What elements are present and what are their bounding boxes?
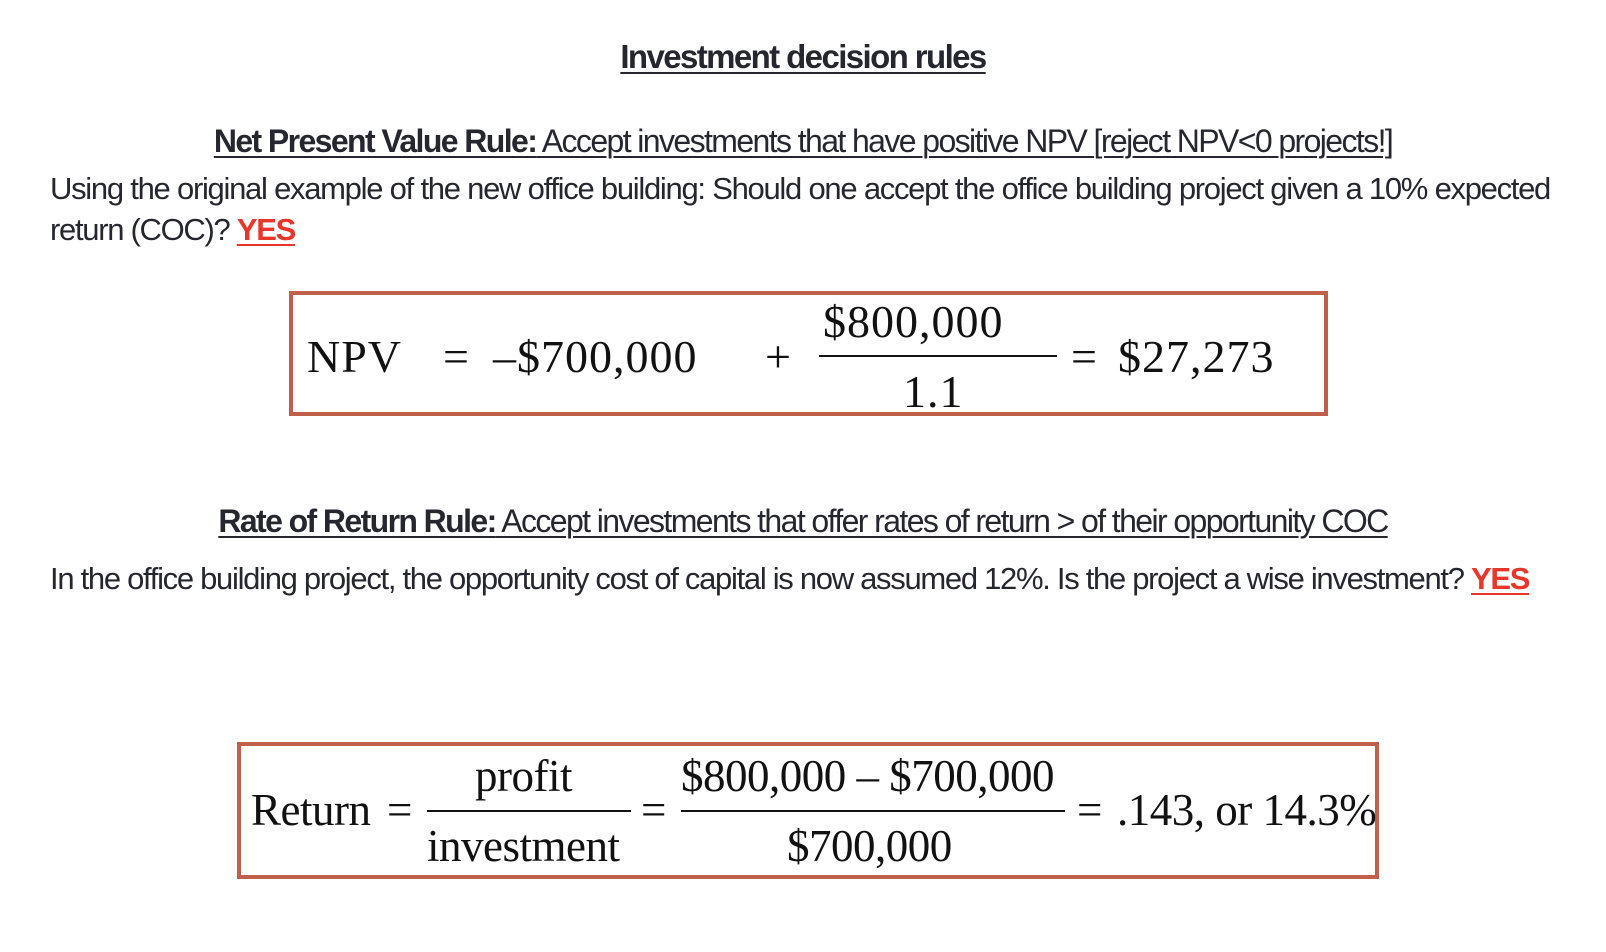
npv-term: –$700,000 [493, 331, 698, 382]
npv-rule-text: Accept investments that have positive NPV [reject NPV<0 projects!] [536, 123, 1393, 159]
return-equals: = [387, 785, 412, 835]
npv-lhs: NPV [307, 331, 403, 382]
return-lhs: Return [251, 785, 371, 835]
ror-rule-text: Accept investments that offer rates of return > of their opportunity COC [495, 503, 1388, 539]
npv-plus: + [765, 331, 792, 382]
return-equals-3: = [1077, 785, 1102, 835]
npv-result: $27,273 [1118, 331, 1275, 382]
return-investment: investment [427, 821, 620, 871]
ror-rule-label: Rate of Return Rule: [218, 503, 496, 539]
return-fraction-bar-1 [427, 810, 631, 812]
npv-question-text: Using the original example of the new office building: Should one accept the office building project given a 10% expected return (COC)? [50, 171, 1550, 247]
return-fraction-bar-2 [681, 810, 1065, 812]
ror-question [50, 558, 1550, 599]
return-equation-box [237, 742, 1379, 879]
ror-answer: YES [1471, 561, 1530, 596]
ror-question-text: In the office building project, the opportunity cost of capital is now assumed 12%. Is the project a wise investment? [50, 561, 1464, 596]
npv-fraction-bar [819, 355, 1057, 357]
return-numerator: $800,000 – $700,000 [681, 751, 1054, 801]
return-denominator: $700,000 [787, 821, 952, 871]
ror-rule-heading [0, 503, 1606, 540]
npv-rule-heading [0, 123, 1606, 160]
return-result: .143, or 14.3% [1117, 785, 1377, 835]
npv-numerator: $800,000 [823, 296, 1004, 347]
npv-rule-label: Net Present Value Rule: [213, 123, 537, 159]
title-text: Investment decision rules [620, 38, 986, 75]
npv-denominator: 1.1 [903, 366, 964, 417]
npv-equation-box [289, 291, 1328, 416]
return-profit: profit [475, 751, 572, 801]
page-title [0, 38, 1606, 76]
npv-equals: = [443, 331, 470, 382]
npv-question [50, 168, 1550, 250]
return-equals-2: = [641, 785, 666, 835]
npv-equals-2: = [1071, 331, 1098, 382]
npv-answer: YES [236, 212, 295, 247]
